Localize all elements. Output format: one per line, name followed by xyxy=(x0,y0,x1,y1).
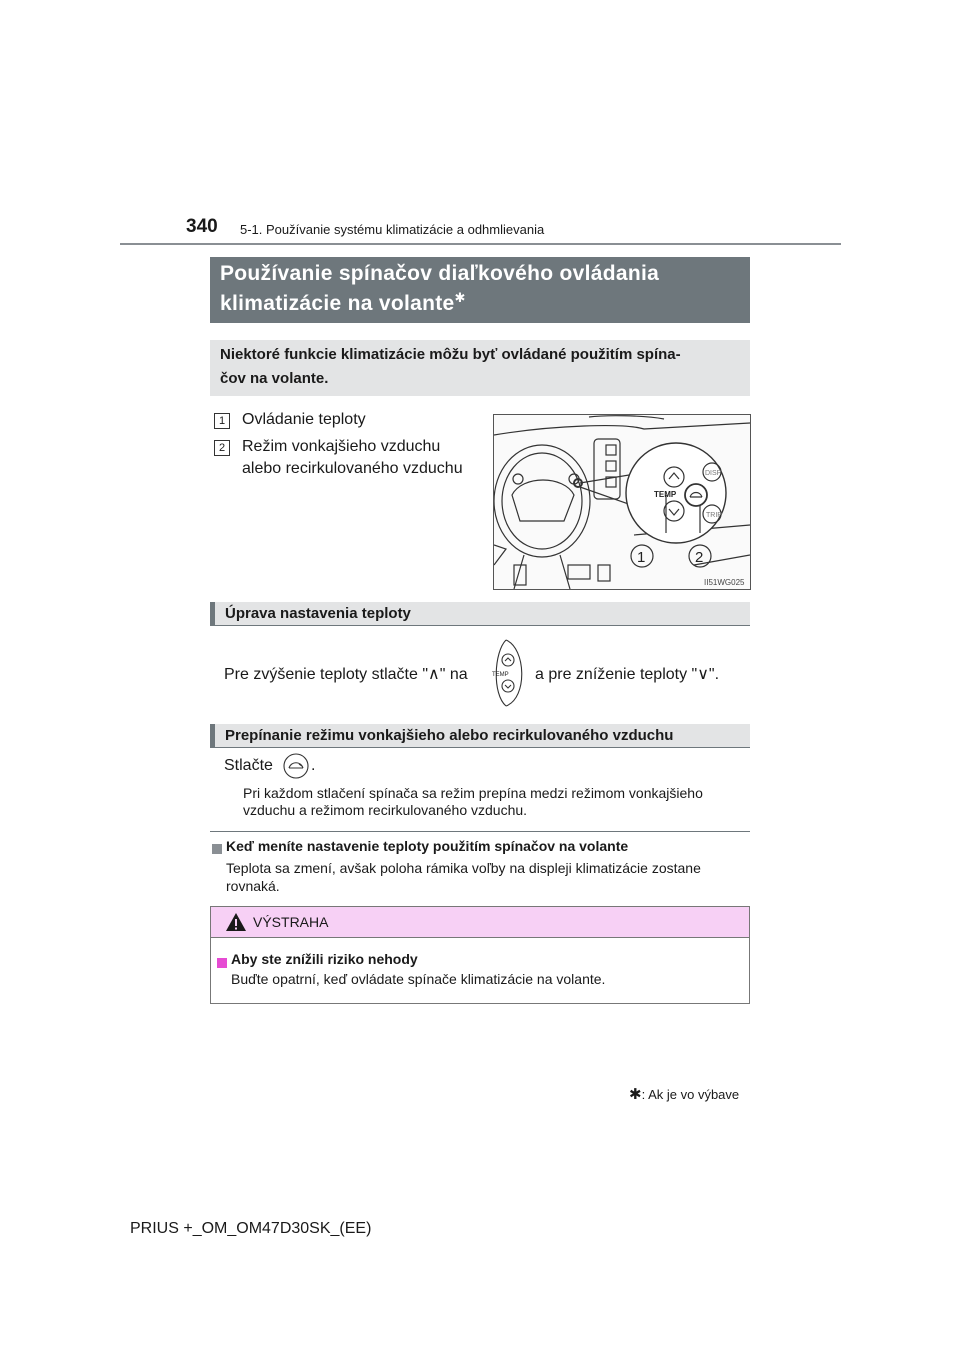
footer-doc-code: PRIUS +_OM_OM47D30SK_(EE) xyxy=(130,1220,372,1237)
bullet-square-icon xyxy=(217,958,227,968)
temp-icon-label: TEMP xyxy=(492,672,509,678)
mode-press-end: . xyxy=(311,757,316,774)
section-title-line2 xyxy=(220,290,466,316)
header-rule xyxy=(120,243,841,245)
figure-temp-label: TEMP xyxy=(654,490,677,499)
mode-section-heading-text: Prepínanie režimu vonkajšieho alebo recirkulovaného vzduchu xyxy=(225,727,674,744)
temp-text-before: Pre zvýšenie teploty stlačte "∧" na xyxy=(224,666,468,683)
mode-note-line1: Pri každom stlačení spínača sa režim prepína medzi režimom vonkajšieho xyxy=(243,785,703,801)
figure-trip-label: TRIP xyxy=(706,512,722,519)
figure-disp-label: DISP xyxy=(705,470,722,477)
footnote-star-icon: ✱ xyxy=(629,1086,642,1103)
temp-text-after: a pre zníženie teploty "∨". xyxy=(535,666,720,683)
steering-wheel-illustration xyxy=(494,415,750,589)
info-line2: rovnaká. xyxy=(226,878,280,894)
warning-triangle-icon xyxy=(225,912,247,932)
page-number: 340 xyxy=(186,216,218,237)
section-title-box xyxy=(210,257,750,323)
info-bullet xyxy=(212,841,222,859)
bullet-square-icon xyxy=(212,844,222,854)
mode-section-heading xyxy=(210,724,750,748)
mode-press-text: Stlačte xyxy=(224,757,273,774)
footnote xyxy=(629,1085,739,1103)
item-1-badge: 1 xyxy=(214,413,230,429)
recirculation-button-icon xyxy=(283,753,309,779)
footnote-text: : Ak je vo výbave xyxy=(641,1087,740,1102)
warning-header xyxy=(211,907,749,938)
optional-star-icon: ✱ xyxy=(454,290,466,305)
section-title-line1: Používanie spínačov diaľkového ovládania xyxy=(220,262,660,285)
warning-text: Buďte opatrní, keď ovládate spínače klimatizácie na volante. xyxy=(231,971,606,987)
steering-wheel-figure xyxy=(493,414,751,590)
intro-line1: Niektoré funkcie klimatizácie môžu byť ovládané použitím spína- xyxy=(220,346,681,363)
item-1-text: Ovládanie teploty xyxy=(242,411,366,428)
section-reference: 5-1. Používanie systému klimatizácie a odhmlievania xyxy=(240,222,545,237)
mode-note-line2: vzduchu a režimom recirkulovaného vzduchu. xyxy=(243,802,528,818)
temp-section-heading xyxy=(210,602,750,626)
info-line1: Teplota sa zmení, avšak poloha rámika voľby na displeji klimatizácie zostane xyxy=(226,860,701,876)
section-title-line2-text: klimatizácie na volante xyxy=(220,292,455,315)
item-2-badge: 2 xyxy=(214,440,230,456)
intro-line2: čov na volante. xyxy=(220,370,329,387)
figure-callout-1: 1 xyxy=(637,549,646,566)
warning-heading: Aby ste znížili riziko nehody xyxy=(231,951,418,967)
info-divider xyxy=(210,831,750,832)
warning-bullet xyxy=(217,955,227,973)
figure-code: II51WG025 xyxy=(704,578,745,587)
warning-box xyxy=(210,906,750,1004)
figure-callout-2: 2 xyxy=(695,549,704,566)
temp-switch-icon xyxy=(486,638,528,708)
info-heading: Keď meníte nastavenie teploty použitím spínačov na volante xyxy=(226,838,629,854)
item-2-text-line2: alebo recirkulovaného vzduchu xyxy=(242,460,463,477)
warning-label: VÝSTRAHA xyxy=(253,914,329,930)
intro-box xyxy=(210,340,750,396)
temp-section-heading-text: Úprava nastavenia teploty xyxy=(225,605,411,622)
item-2-text-line1: Režim vonkajšieho vzduchu xyxy=(242,438,441,455)
